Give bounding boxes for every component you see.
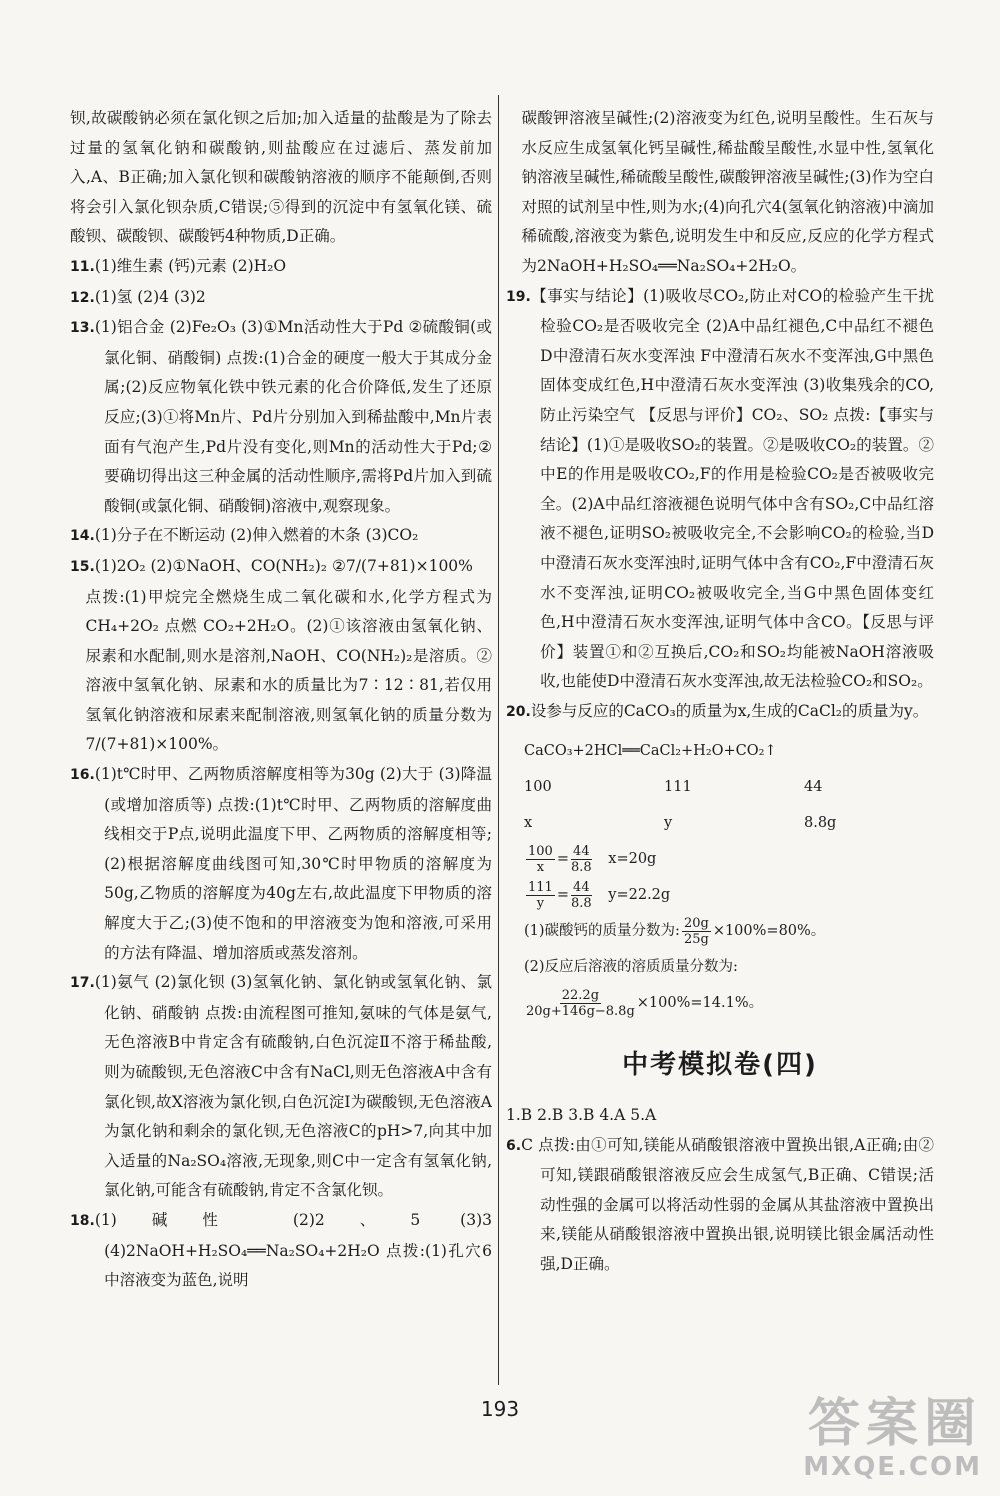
chemical-equation: CaCO₃+2HCl══CaCl₂+H₂O+CO₂↑ [524, 743, 777, 760]
calculation-block [524, 733, 934, 1021]
mock-answer-6: 6.C 点拨:由①可知,镁能从硝酸银溶液中置换出银,A正确;由②可知,镁跟硝酸银溶液反应会生成氢气,B正确、C错误;活动性强的金属可以将活动性弱的金属从其盐溶液中置换出来,镁能从硝酸银溶液中置换出银,说明镁比银金属活动性强,D正确。 [506, 1135, 934, 1274]
mass-fraction-caco3: (1)碳酸钙的质量分数为: $\frac{20g}{25g}$ ×100%=80%。 [524, 915, 826, 947]
answer-18-continued: 碳酸钾溶液呈碱性;(2)溶液变为红色,说明呈酸性。生石灰与水反应生成氢氧化钙呈碱性,稀盐酸呈酸性,水显中性,氢氧化钠溶液呈碱性,稀硫酸呈酸性,碳酸钾溶液呈碱性;(3)作为空白对照的试剂呈中性,则为水;(4)向孔穴4(氢氧化钠溶液)中滴加稀硫酸,溶液变为紫色,说明发生中和反应,反应的化学方程式为2NaOH+H₂SO₄══Na₂SO₄+2H₂O。 [521, 109, 934, 275]
section-title: 中考模拟卷(四) [622, 1050, 818, 1081]
unknown-row: x y 8.8g [524, 815, 837, 832]
answer-continued: 钡,故碳酸钠必须在氯化钡之后加;加入适量的盐酸是为了除去过量的氢氧化钠和碳酸钠,则盐酸应在过滤后、蒸发前加入,A、B正确;加入氯化钡和碳酸钠溶液的顺序不能颠倒,否则将会引入氯化钡杂质,C错误;⑤得到的沉淀中有氢氧化镁、硫酸钡、碳酸钡、碳酸钙4种物质,D正确。 [70, 109, 492, 246]
mock-answers-1-5: 1.B 2.B 3.B 4.A 5.A [506, 1106, 657, 1125]
answer-17: 17.(1)氨气 (2)氯化钡 (3)氢氧化钠、氯化钠或氢氧化钠、氯化钠、硝酸钠 点拨:由流程图可推知,氨味的气体是氨气,无色溶液B中肯定含有硫酸钠,白色沉淀Ⅱ不溶于稀盐酸,则为硫酸钡,无色溶液C中含有NaCl,则无色溶液A中含有氯化钡,故X溶液为氯化钡,白色沉淀Ⅰ为碳酸钡,无色溶液A为氯化钠和剩余的氯化钡,无色溶液C的pH>7,向其中加入适量的Na₂SO₄溶液,无现象,则C中一定含有氢氧化钠,氯化钠,可能含有硫酸钠,肯定不含氯化钡。 [70, 973, 492, 1200]
answer-15-hint: 点拨:(1)甲烷完全燃烧生成二氧化碳和水,化学方程式为CH₄+2O₂ 点燃 CO₂+2H₂O。(2)①该溶液由氢氧化钠、尿素和水配制,则水是溶剂,NaOH、CO(NH₂)₂是溶质。②溶液中氢氧化钠、尿素和水的质量比为7∶12∶81,若仅用氢氧化钠溶液和尿素来配制溶液,则氢氧化钠的质量分数为7/(7+81)×100%。 [85, 587, 492, 754]
watermark-logo [803, 1396, 982, 1482]
answer-12: 12.(1)氢 (2)4 (3)2 [70, 287, 206, 306]
page-number: 193 [480, 1397, 520, 1421]
mass-fraction-solution: $\frac{22.2g}{20g+146g-8.8g}$ ×100%=14.1%。 [526, 987, 764, 1019]
column-divider [498, 95, 499, 1385]
answer-18: 18.(1)碱性 (2)2、5 (3)3 (4)2NaOH+H₂SO₄══Na₂SO₄+2H₂O 点拨:(1)孔穴6中溶液变为蓝色,说明 [70, 1210, 492, 1290]
answer-11: 11.(1)维生素 (钙)元素 (2)H₂O [70, 256, 287, 275]
right-column [506, 104, 934, 1280]
molar-mass-row: 100 111 44 [524, 779, 823, 796]
watermark-url: MXQE.COM [803, 1452, 982, 1482]
mass-fraction-solution-label: (2)反应后溶液的溶质质量分数为: [524, 959, 738, 976]
ratio-x: $\frac{100}{x}$ = $\frac{44}{8.8}$ x=20g [528, 843, 657, 875]
ratio-y: $\frac{111}{y}$ = $\frac{44}{8.8}$ y=22.2g [528, 879, 671, 911]
answer-15: 15.(1)2O₂ (2)①NaOH、CO(NH₂)₂ ②7/(7+81)×100% [70, 556, 473, 575]
answer-14: 14.(1)分子在不断运动 (2)伸入燃着的木条 (3)CO₂ [70, 526, 419, 545]
answer-16: 16.(1)t℃时甲、乙两物质溶解度相等为30g (2)大于 (3)降温(或增加溶质等) 点拨:(1)t℃时甲、乙两物质的溶解度曲线相交于P点,说明此温度下甲、乙两物质的溶解度相等;(2)根据溶解度曲线图可知,30℃时甲物质的溶解度为50g,乙物质的溶解度为40g左右,故此温度下甲物质的溶解度大于乙;(3)使不饱和的甲溶液变为饱和溶液,可采用的方法有降温、增加溶质或蒸发溶剂。 [70, 765, 492, 962]
answer-13: 13.(1)铝合金 (2)Fe₂O₃ (3)①Mn活动性大于Pd ②硫酸铜(或氯化铜、硝酸铜) 点拨:(1)合金的硬度一般大于其成分金属;(2)反应物氧化铁中铁元素的化合价降低,发生了还原反应;(3)①将Mn片、Pd片分别加入到稀盐酸中,Mn片表面有气泡产生,Pd片没有变化,则Mn的活动性大于Pd;②要确切得出这三种金属的活动性顺序,需将Pd片加入到硫酸铜(或氯化铜、硝酸铜)溶液中,观察现象。 [70, 318, 492, 515]
answer-20: 20.设参与反应的CaCO₃的质量为x,生成的CaCl₂的质量为y。 [506, 701, 929, 720]
watermark-text: 答案圈 [807, 1394, 982, 1454]
answer-19: 19.【事实与结论】(1)吸收尽CO₂,防止对CO的检验产生干扰 检验CO₂是否吸收完全 (2)A中品红褪色,C中品红不褪色 D中澄清石灰水变浑浊 F中澄清石灰水不变浑浊,G中黑色固体变成红色,H中澄清石灰水变浑浊 (3)收集残余的CO,防止污染空气 【反思与评价】CO₂、SO₂ 点拨:【事实与结论】(1)①是吸收SO₂的装置。②是吸收CO₂的装置。②中E的作用是吸收CO₂,F的作用是检验CO₂是否被吸收完全。(2)A中品红溶液褪色说明气体中含有SO₂,C中品红溶液不褪色,证明SO₂被吸收完全,不会影响CO₂的检验,当D中澄清石灰水变浑浊时,证明气体中含有CO₂,F中澄清石灰水不变浑浊,证明CO₂被吸收完全,当G中黑色固体变红色,H中澄清石灰水变浑浊,证明气体中含CO。【反思与评价】装置①和②互换后,CO₂和SO₂均能被NaOH溶液吸收,也能使D中澄清石灰水变浑浊,故无法检验CO₂和SO₂。 [506, 286, 934, 691]
left-column [70, 104, 492, 1296]
